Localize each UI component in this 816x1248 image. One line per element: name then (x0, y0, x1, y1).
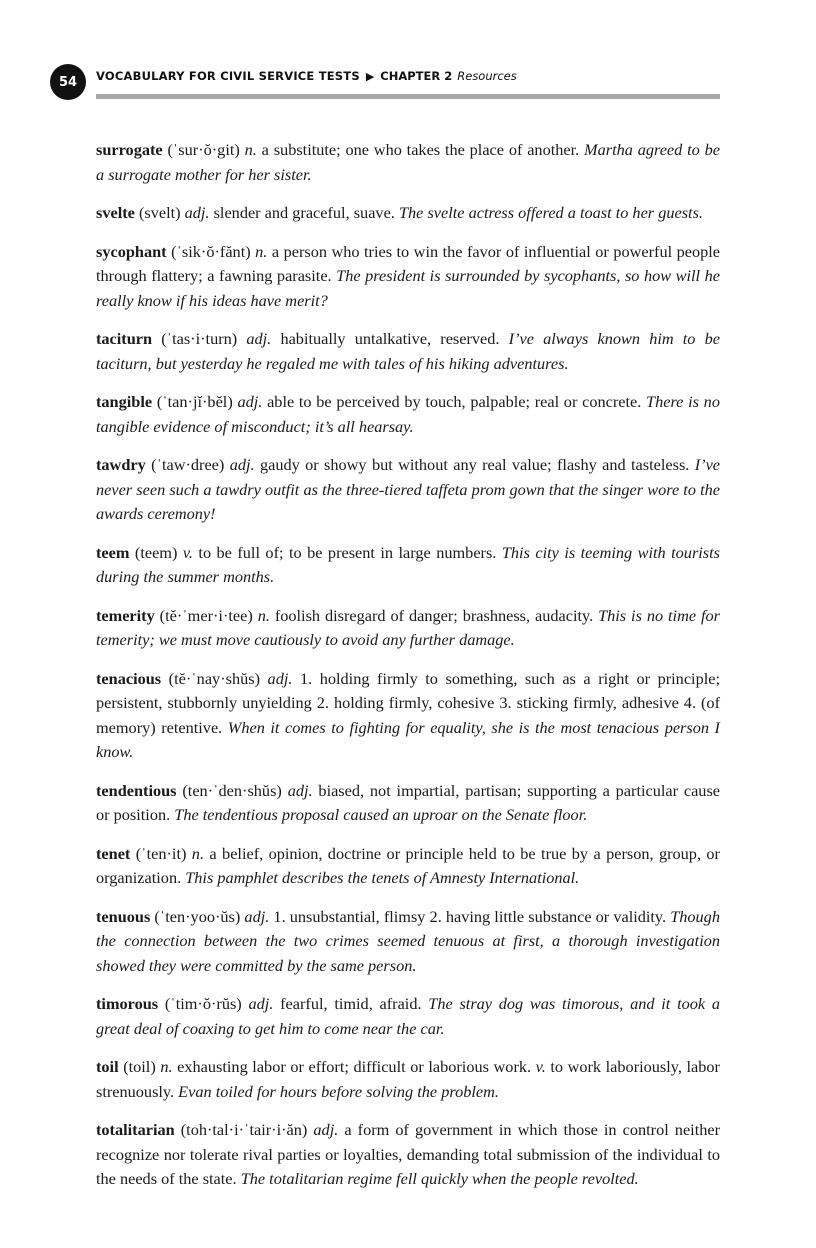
entry-definition: foolish disregard of danger; brashness, audacity. (274, 605, 594, 625)
entry-word: surrogate (96, 140, 163, 159)
entry-sycophant (96, 240, 720, 314)
entry-pronunciation: (tĕ·ˈnay·shŭs) (168, 668, 260, 688)
entry-pronunciation: (ten·ˈden·shŭs) (182, 780, 282, 800)
entry-pos: n. (160, 1057, 173, 1076)
entry-definition: able to be perceived by touch, palpable; real or concrete. (267, 392, 642, 411)
entry-definition: a substitute; one who takes the place of another. (261, 140, 580, 159)
entry-pos: adj. (184, 203, 210, 222)
entry-example: Martha agreed to be a surrogate mother for her sister. (96, 140, 720, 184)
entry-word: svelte (96, 203, 135, 222)
entry-pos: n. (255, 241, 268, 261)
entry-tenuous (96, 905, 720, 979)
entry-svelte (96, 201, 720, 226)
entry-pronunciation: (ˈten·it) (135, 843, 187, 863)
entry-definition: to be full of; to be present in large numbers. (198, 542, 497, 562)
entry-definition: gaudy or showy but without any real value; flashy and tasteless. (259, 455, 690, 474)
glossary-content (96, 138, 720, 1206)
entry-pos: adj. (237, 392, 263, 411)
book-title: VOCABULARY FOR CIVIL SERVICE TESTS (96, 69, 360, 83)
entry-example: I’ve never seen such a tawdry outfit as the three-tiered taffeta prom gown that the singer wore to the awards ceremony! (96, 455, 721, 523)
entry-teem (96, 541, 720, 590)
entry-example: Though the connection between the two crimes seemed tenuous at first, a thorough investigation showed they were committed by the same person. (96, 906, 720, 975)
entry-word: tangible (96, 392, 153, 411)
entry-word: tawdry (96, 455, 146, 474)
entry-word: tenuous (96, 906, 151, 926)
entry-definition: a form of government in which those in control neither recognize nor tolerate rival parties or loyalties, demanding total submission of the individual to the needs of the state. (96, 1120, 721, 1188)
entry-pos-verb: v. (535, 1057, 546, 1076)
entry-example: When it comes to fighting for equality, she is the most tenacious person I know. (96, 717, 720, 761)
entry-pos: adj. (287, 780, 313, 800)
entry-tawdry (96, 453, 720, 527)
entry-word: tenacious (96, 668, 162, 688)
entry-taciturn (96, 327, 720, 376)
entry-pos: adj. (244, 906, 270, 926)
entry-pos: n. (191, 843, 205, 863)
entry-definition: slender and graceful, suave. (213, 203, 395, 222)
entry-pos: adj. (248, 994, 274, 1013)
entry-pronunciation: (svelt) (138, 203, 181, 222)
entry-definition-verb: to work laboriously, labor strenuously. (96, 1057, 720, 1101)
section-label: Resources (457, 69, 517, 83)
entry-pronunciation: (toil) (123, 1057, 156, 1076)
entry-word: toil (96, 1057, 119, 1076)
entry-totalitarian (96, 1118, 720, 1192)
entry-example: The tendentious proposal caused an uproar on the Senate floor. (174, 805, 588, 824)
header-rule (96, 94, 720, 99)
entry-tendentious (96, 779, 720, 828)
entry-pos: n. (257, 605, 270, 625)
page-number-badge (50, 64, 86, 100)
triangle-arrow-icon: ▶ (365, 70, 375, 83)
entry-word: sycophant (96, 241, 167, 261)
entry-definition: 1. holding firmly to something, such as a right or principle; persistent, stubbornly unyielding 2. holding firmly, cohesive 3. sticking firmly, adhesive 4. (of memory) retentive. (96, 668, 720, 737)
entry-definition: a person who tries to win the favor of influential or powerful people through flattery; a fawning parasite. (96, 241, 720, 285)
entry-example: I’ve always known him to be taciturn, but yesterday he regaled me with tales of his hiking adventures. (96, 329, 720, 373)
entry-tenet (96, 842, 720, 891)
entry-word: tenet (96, 843, 131, 863)
running-head (96, 69, 517, 83)
entry-pronunciation: (ˈsur·ŏ·git) (167, 140, 240, 159)
entry-pronunciation: (ˈtaw·dree) (151, 455, 225, 474)
entry-example: This pamphlet describes the tenets of Amnesty International. (185, 868, 580, 887)
entry-word: temerity (96, 605, 155, 625)
entry-pronunciation: (ˈsik·ŏ·fănt) (171, 241, 251, 261)
entry-tangible (96, 390, 720, 439)
entry-example: The svelte actress offered a toast to her guests. (398, 203, 703, 222)
entry-pronunciation: (ˈtim·ŏ·rŭs) (164, 994, 242, 1013)
entry-definition: fearful, timid, afraid. (280, 994, 422, 1013)
entry-word: teem (96, 542, 130, 562)
entry-temerity (96, 604, 720, 653)
entry-pronunciation: (ˈtas·i·turn) (161, 329, 238, 348)
entry-pos: adj. (267, 668, 293, 688)
entry-definition: biased, not impartial, partisan; supporting a particular cause or position. (96, 780, 721, 824)
entry-example: The stray dog was timorous, and it took a great deal of coaxing to get him to come near the car. (96, 994, 720, 1038)
entry-pronunciation: (ˈten·yoo·ŭs) (154, 906, 241, 926)
entry-definition: exhausting labor or effort; difficult or laborious work. (177, 1057, 532, 1076)
entry-surrogate (96, 138, 720, 187)
entry-pos: adj. (313, 1120, 339, 1139)
entry-example: The president is surrounded by sycophants, so how will he really know if his ideas have merit? (96, 266, 720, 310)
entry-pronunciation: (teem) (134, 542, 178, 562)
entry-example: This is no time for temerity; we must move cautiously to avoid any further damage. (96, 605, 720, 649)
entry-pronunciation: (ˈtan·jĭ·bĕl) (156, 392, 233, 411)
entry-pos: adj. (229, 455, 255, 474)
entry-example: There is no tangible evidence of misconduct; it’s all hearsay. (96, 392, 720, 436)
chapter-label: CHAPTER 2 (380, 69, 453, 83)
entry-definition: a belief, opinion, doctrine or principle held to be true by a person, group, or organization. (96, 843, 720, 887)
entry-pronunciation: (tĕ·ˈmer·i·tee) (159, 605, 253, 625)
entry-pronunciation: (toh·tal·i·ˈtair·i·ăn) (180, 1120, 308, 1139)
entry-pos: n. (244, 140, 257, 159)
entry-tenacious (96, 667, 720, 765)
entry-toil (96, 1055, 720, 1104)
entry-pos: adj. (246, 329, 272, 348)
entry-word: timorous (96, 994, 159, 1013)
entry-timorous (96, 992, 720, 1041)
entry-example: Evan toiled for hours before solving the problem. (178, 1081, 499, 1101)
entry-definition: habitually untalkative, reserved. (280, 329, 500, 348)
entry-pos: v. (182, 542, 193, 562)
entry-example: This city is teeming with tourists during the summer months. (96, 542, 720, 586)
entry-word: taciturn (96, 329, 153, 348)
entry-word: tendentious (96, 780, 177, 800)
entry-word: totalitarian (96, 1120, 175, 1139)
entry-example: The totalitarian regime fell quickly when the people revolted. (240, 1169, 639, 1188)
page-number: 54 (58, 74, 78, 90)
entry-definition: 1. unsubstantial, flimsy 2. having little substance or validity. (273, 906, 667, 926)
